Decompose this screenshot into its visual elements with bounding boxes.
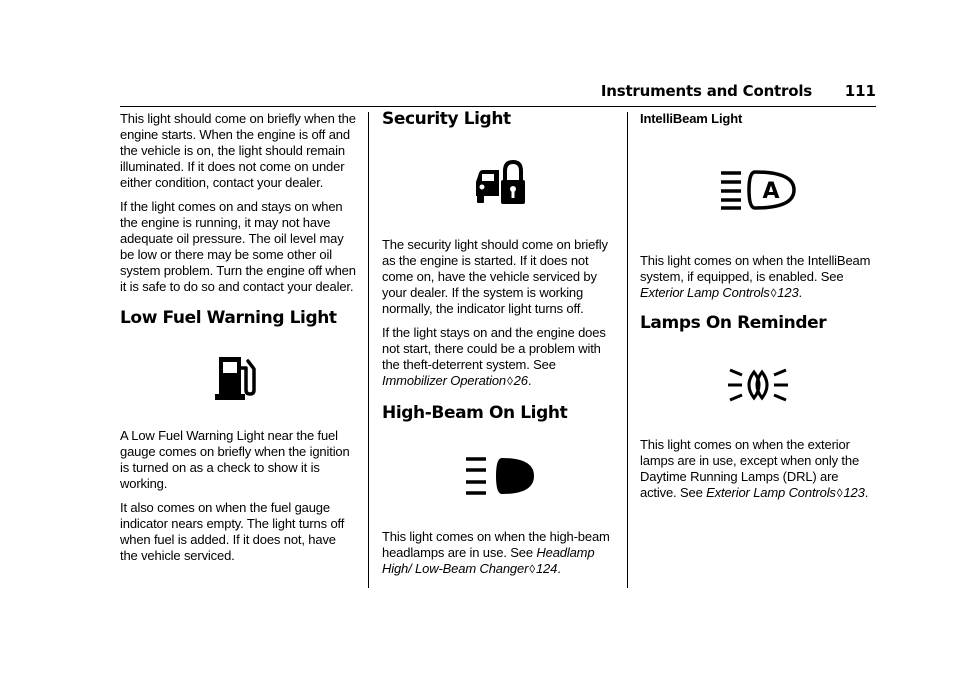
intellibeam-icon-letter: A: [762, 179, 780, 204]
low-fuel-paragraph-2: It also comes on when the fuel gauge indicator nears empty. The light turns off when fuel is added. If it does not, have the vehicle serviced.: [120, 500, 345, 563]
xref-arrow-icon: ◊: [529, 562, 535, 576]
immobilizer-operation-link[interactable]: Immobilizer Operation: [382, 373, 507, 388]
low-fuel-icon-box: [120, 328, 356, 428]
oil-pressure-paragraph-2: If the light comes on and stays on when the engine is running, it may not have adequate oil pressure. The oil level may be low or there may be some other oil system problem. Turn the engine off when it is safe to do so and contact your dealer.: [120, 199, 356, 294]
header-section-title: Instruments and Controls: [600, 82, 812, 100]
exterior-lamp-controls-link[interactable]: Exterior Lamp Controls: [640, 285, 770, 300]
intellibeam-icon-box: [640, 127, 876, 253]
xref-arrow-icon: ◊: [770, 286, 777, 300]
security-icon-box: [382, 129, 618, 237]
lamps-on-paragraph: This light comes on when the exterior lamps are in use, except when only the Daytime Running Lamps (DRL) are active. See Exterior Lamp Controls ◊ 123.: [640, 437, 869, 500]
column-3: [640, 111, 876, 509]
xref-arrow-icon: ◊: [506, 374, 513, 388]
lamps-on-heading: Lamps On Reminder: [640, 313, 827, 333]
xref-page[interactable]: 123: [843, 485, 865, 500]
xref-page[interactable]: 124: [535, 561, 558, 576]
security-light-heading: Security Light: [382, 109, 511, 129]
column-2: [382, 111, 618, 585]
car-lock-icon: [474, 160, 526, 206]
high-beam-heading: High-Beam On Light: [382, 403, 568, 423]
page-header: [120, 82, 876, 107]
lamps-on-icon-box: [640, 333, 876, 437]
xref-page[interactable]: 123: [777, 285, 799, 300]
security-paragraph-1: The security light should come on briefly as the engine is started. If it does not come on, have the vehicle serviced by your dealer. If the system is working normally, the indicator light turns off.: [382, 237, 608, 316]
column-1: [120, 111, 356, 572]
column-divider-2: [627, 112, 628, 588]
intellibeam-paragraph: This light comes on when the IntelliBeam system, if equipped, is enabled. See Exterior Lamp Controls ◊ 123.: [640, 253, 871, 300]
security-paragraph-2: If the light stays on and the engine does not start, there could be a problem with the theft-deterrent system. See Immobilizer Operation ◊ 26.: [382, 325, 606, 388]
high-beam-icon: [464, 456, 536, 496]
low-fuel-paragraph-1: A Low Fuel Warning Light near the fuel gauge comes on briefly when the ignition is turned on as a check to show it is working.: [120, 428, 350, 491]
high-beam-icon-box: [382, 423, 618, 529]
intellibeam-icon: [719, 169, 797, 211]
page-number: 111: [844, 82, 876, 100]
xref-arrow-icon: ◊: [836, 486, 843, 500]
headlamp-changer-link[interactable]: Headlamp High/ Low-Beam Changer: [382, 545, 595, 576]
low-fuel-heading: Low Fuel Warning Light: [120, 308, 337, 328]
fuel-pump-icon: [215, 354, 261, 402]
exterior-lamps-icon: [726, 364, 790, 406]
high-beam-paragraph: This light comes on when the high-beam headlamps are in use. See Headlamp High/ Low-Beam Changer ◊ 124.: [382, 529, 610, 576]
intellibeam-heading: IntelliBeam Light: [640, 111, 743, 126]
oil-pressure-paragraph-1: This light should come on briefly when the engine starts. When the engine is off and the vehicle is on, the light should remain illuminated. If it does not come on under either condition, contact your dealer.: [120, 111, 356, 190]
exterior-lamp-controls-link-2[interactable]: Exterior Lamp Controls: [706, 485, 836, 500]
xref-page[interactable]: 26: [513, 373, 528, 388]
column-divider-1: [368, 112, 369, 588]
